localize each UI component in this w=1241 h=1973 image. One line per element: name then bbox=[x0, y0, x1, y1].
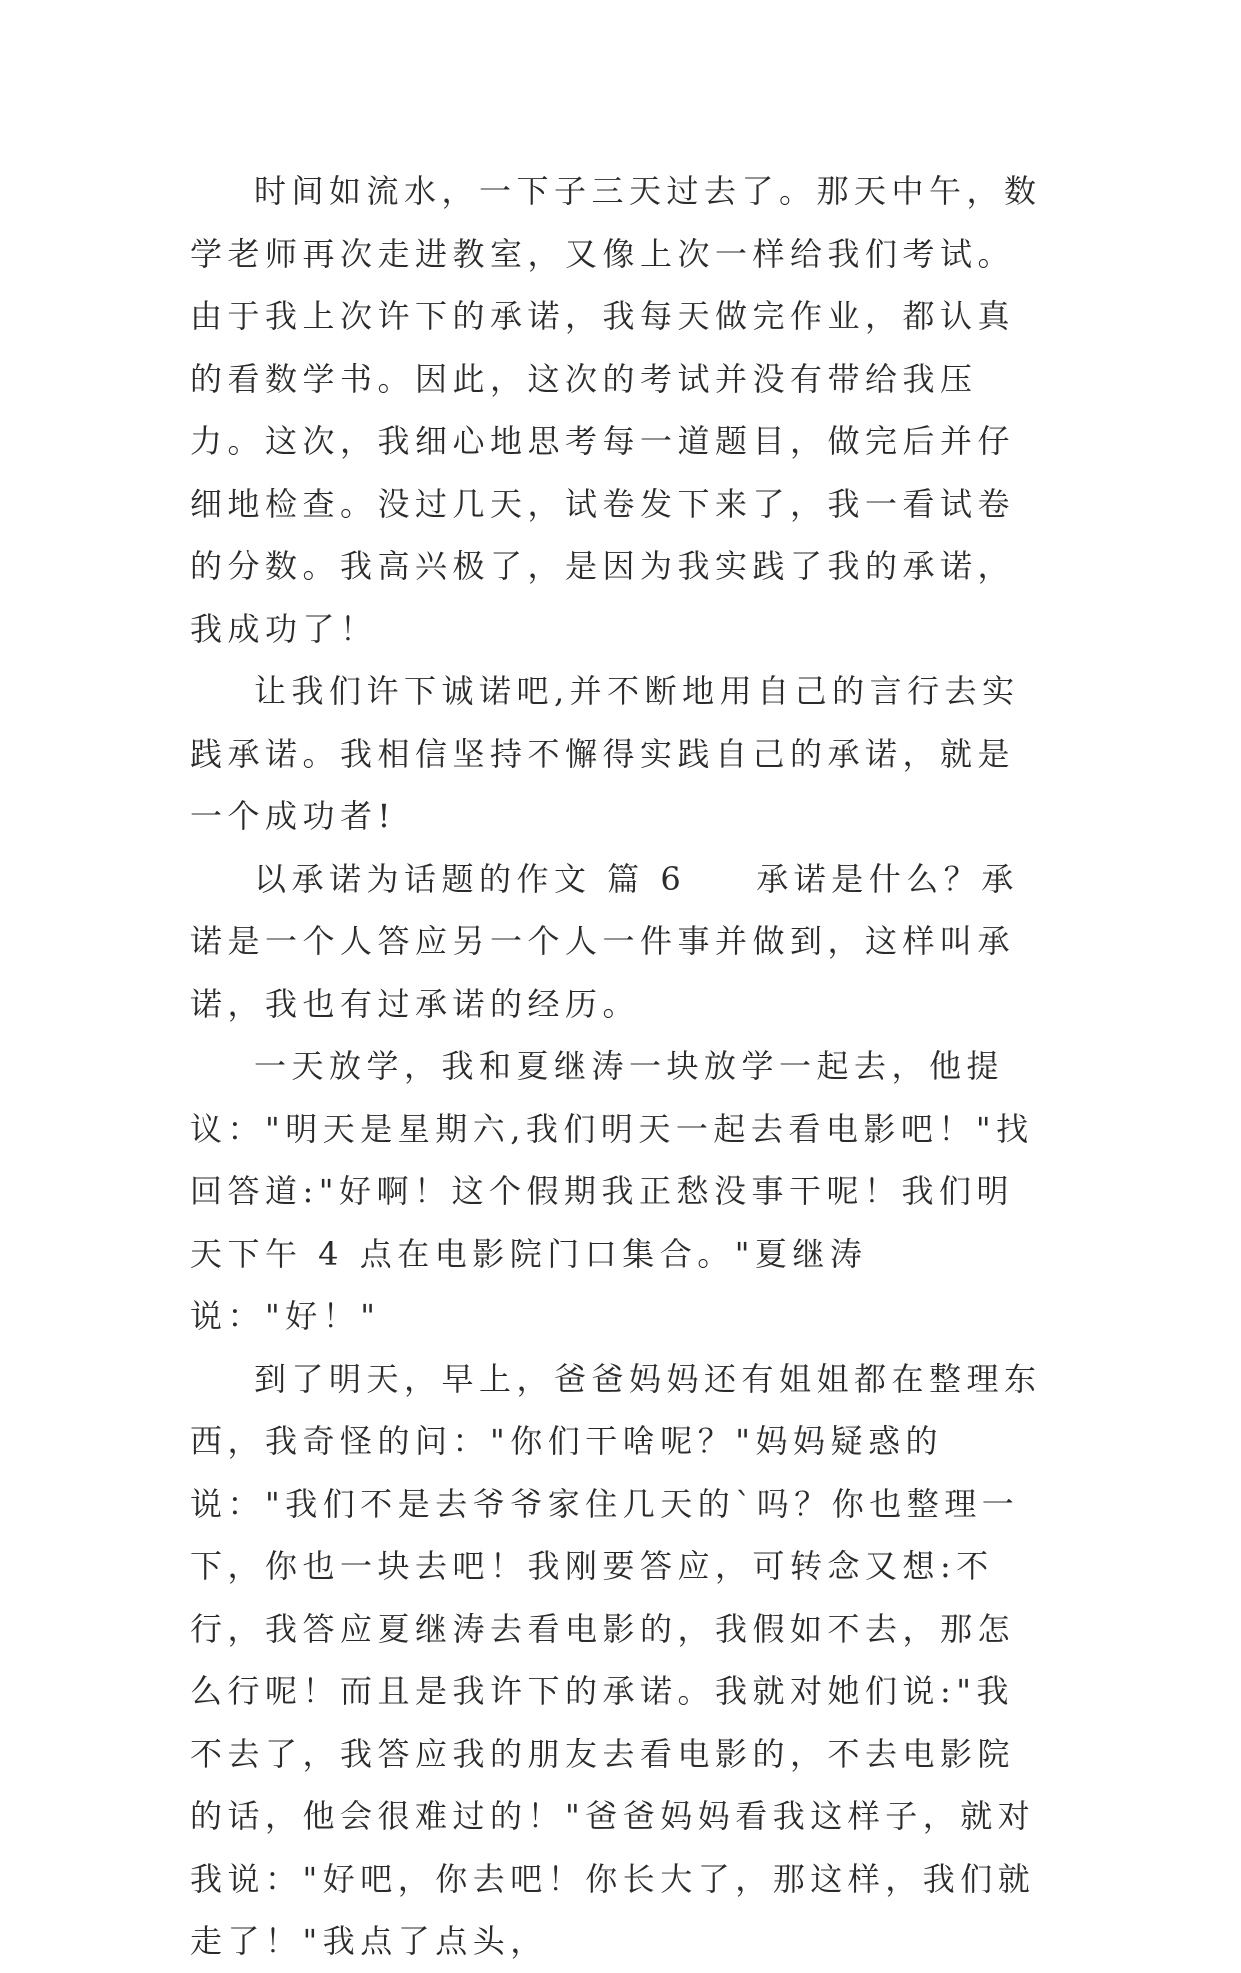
paragraph-3: 一天放学，我和夏继涛一块放学一起去，他提议："明天是星期六,我们明天一起去看电影吧！"找回答道:"好啊！这个假期我正愁没事干呢！我们明天下午 4 点在电影院门口集合。"夏继涛说："好！" bbox=[190, 1047, 1034, 1335]
paragraph-2: 让我们许下诚诺吧,并不断地用自己的言行去实践承诺。我相信坚持不懈得实践自己的承诺，就是一个成功者! bbox=[190, 672, 1020, 835]
essay-title: 以承诺为话题的作文 篇 6 bbox=[254, 859, 687, 898]
essay-intro: 承诺是什么？承诺是一个人答应另一个人一件事并做到，这样叫承诺，我也有过承诺的经历。 bbox=[190, 859, 1019, 1023]
paragraph-4: 到了明天，早上，爸爸妈妈还有姐姐都在整理东西，我奇怪的问："你们干啥呢？"妈妈疑惑的说："我们不是去爷爷家住几天的`吗？你也整理一下，你也一块去吧！我刚要答应，可转念又想:不行，我答应夏继涛去看电影的，我假如不去，那怎么行呢！而且是我许下的承诺。我就对她们说:"我不去了，我答应我的朋友去看电影的，不去电影院的话，他会很难过的！"爸爸妈妈看我这样子，就对我说："好吧，你去吧！你长大了，那这样，我们就走了！"我点了点头， bbox=[190, 1359, 1042, 1960]
document-body bbox=[190, 160, 1050, 1973]
paragraph-heading bbox=[190, 848, 1050, 1036]
paragraph-1: 时间如流水，一下子三天过去了。那天中午，数学老师再次走进教室，又像上次一样给我们考试。由于我上次许下的承诺，我每天做完作业，都认真的看数学书。因此，这次的考试并没有带给我压力。这次，我细心地思考每一道题目，做完后并仔细地检查。没过几天，试卷发下来了，我一看试卷的分数。我高兴极了，是因为我实践了我的承诺，我成功了！ bbox=[190, 172, 1042, 648]
